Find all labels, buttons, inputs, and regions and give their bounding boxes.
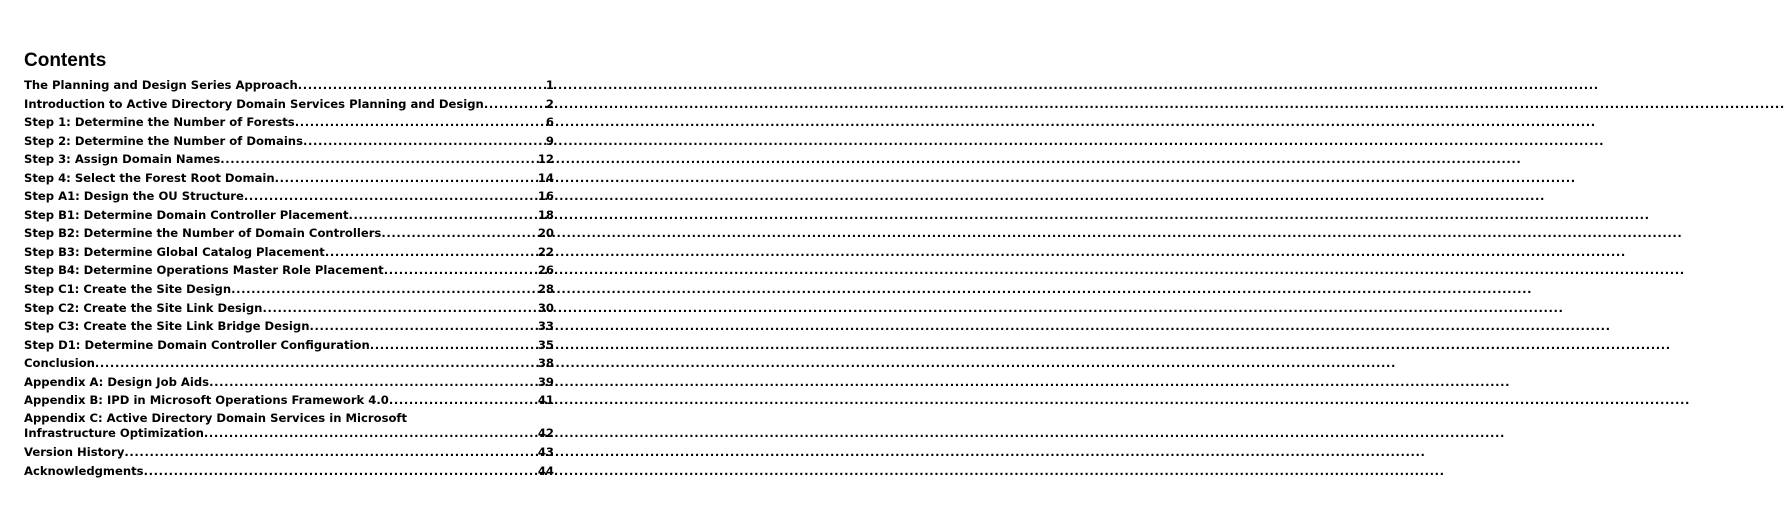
toc-entry-page: 28 [537, 282, 554, 297]
toc-entry-page: 33 [537, 319, 554, 334]
toc-entry-label-continued: Infrastructure Optimization [24, 426, 204, 441]
toc-entry-page: 14 [537, 170, 554, 185]
toc-entry-label: Step A1: Design the OU Structure [24, 189, 244, 204]
toc-entry-label: Version History [24, 445, 125, 460]
toc-entry[interactable] [24, 317, 554, 336]
dot-leader [209, 373, 537, 392]
toc-entry-label: Step B1: Determine Domain Controller Placement [24, 207, 349, 222]
dot-leader [309, 317, 536, 336]
toc-entry[interactable] [24, 224, 554, 243]
toc-entry-page: 18 [537, 207, 554, 222]
dot-leader [204, 426, 537, 441]
toc-entry-label: Step C1: Create the Site Design [24, 282, 232, 297]
dot-leader [124, 443, 536, 462]
toc-entry-label: Step C3: Create the Site Link Bridge Design [24, 319, 310, 334]
toc-list [24, 76, 554, 480]
toc-entry[interactable] [24, 373, 554, 392]
toc-entry-page: 38 [537, 356, 554, 371]
dot-leader [231, 280, 537, 299]
toc-entry-label: Step D1: Determine Domain Controller Configuration [24, 337, 370, 352]
toc-entry[interactable] [24, 336, 554, 355]
toc-entry-label: Acknowledgments [24, 463, 144, 478]
toc-entry[interactable] [24, 443, 554, 462]
dot-leader [325, 243, 537, 262]
toc-entry-page: 9 [545, 133, 554, 148]
toc-entry-label: Step 4: Select the Forest Root Domain [24, 170, 275, 185]
dot-leader [298, 76, 545, 95]
toc-entry-page: 6 [545, 115, 554, 130]
toc-entry-page: 41 [537, 393, 554, 408]
toc-entry[interactable] [24, 206, 554, 225]
dot-leader [244, 187, 537, 206]
toc-entry-page: 26 [537, 263, 554, 278]
toc-entry-label: Step B4: Determine Operations Master Role Placement [24, 263, 384, 278]
toc-entry-label: Step B2: Determine the Number of Domain Controllers [24, 226, 382, 241]
toc-entry[interactable] [24, 132, 554, 151]
toc-entry-page: 22 [537, 244, 554, 259]
toc-entry-page: 39 [537, 374, 554, 389]
toc-entry-label: Step C2: Create the Site Link Design [24, 300, 263, 315]
toc-entry-label: The Planning and Design Series Approach [24, 78, 298, 92]
toc-entry[interactable] [24, 187, 554, 206]
dot-leader [295, 113, 545, 132]
toc-entry-label: Conclusion [24, 356, 95, 371]
dot-leader [484, 95, 545, 114]
toc-entry-page: 42 [537, 426, 554, 441]
toc-entry[interactable] [24, 410, 554, 444]
toc-entry-label: Appendix A: Design Job Aids [24, 374, 210, 389]
toc-heading: Contents [24, 50, 107, 71]
toc-entry[interactable] [24, 76, 554, 95]
toc-entry-page: 2 [545, 96, 554, 111]
toc-entry-page: 20 [537, 226, 554, 241]
toc-entry-label: Appendix C: Active Directory Domain Services in Microsoft [24, 411, 408, 426]
toc-entry[interactable] [24, 261, 554, 280]
dot-leader [275, 169, 537, 188]
toc-entry-page: 43 [537, 445, 554, 460]
toc-entry-page: 35 [537, 337, 554, 352]
toc-entry-label: Step 2: Determine the Number of Domains [24, 133, 303, 148]
toc-entry-page: 12 [537, 152, 554, 167]
toc-entry-label: Introduction to Active Directory Domain Services Planning and Design [24, 96, 484, 111]
dot-leader [144, 462, 537, 481]
table-of-contents [24, 50, 554, 480]
toc-entry[interactable] [24, 113, 554, 132]
toc-entry[interactable] [24, 150, 554, 169]
dot-leader [220, 150, 537, 169]
dot-leader [389, 391, 537, 410]
dot-leader [370, 336, 537, 355]
dot-leader [381, 224, 537, 243]
toc-entry[interactable] [24, 243, 554, 262]
toc-entry[interactable] [24, 280, 554, 299]
toc-entry-label: Appendix B: IPD in Microsoft Operations Framework 4.0 [24, 393, 389, 408]
toc-entry[interactable] [24, 462, 554, 481]
toc-entry[interactable] [24, 169, 554, 188]
dot-leader [303, 132, 545, 151]
toc-entry-page: 1 [545, 78, 554, 92]
toc-entry-label: Step B3: Determine Global Catalog Placement [24, 244, 325, 259]
toc-entry-page: 44 [537, 463, 554, 478]
toc-entry[interactable] [24, 299, 554, 318]
toc-entry-page: 16 [537, 189, 554, 204]
dot-leader [95, 354, 537, 373]
dot-leader [384, 261, 537, 280]
dot-leader [262, 299, 536, 318]
toc-entry[interactable] [24, 95, 554, 114]
dot-leader [349, 206, 537, 225]
toc-entry[interactable] [24, 391, 554, 410]
toc-entry[interactable] [24, 354, 554, 373]
toc-entry-page: 30 [537, 300, 554, 315]
toc-entry-label: Step 1: Determine the Number of Forests [24, 115, 295, 130]
toc-entry-label: Step 3: Assign Domain Names [24, 152, 221, 167]
